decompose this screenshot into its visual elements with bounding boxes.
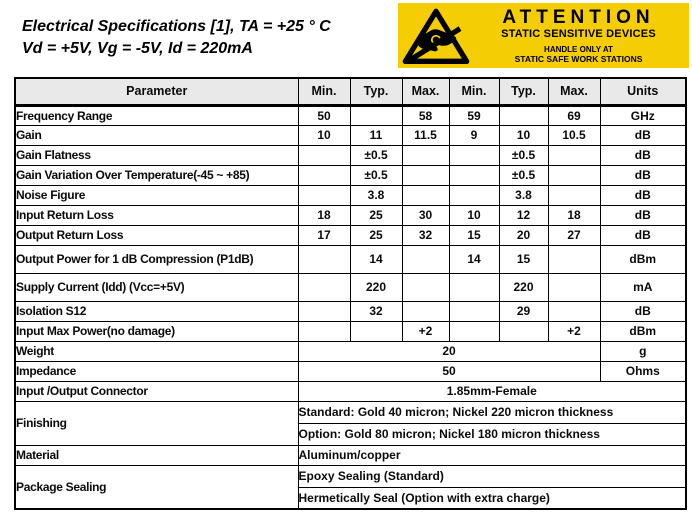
attention-handle-line: HANDLE ONLY AT (544, 44, 613, 54)
value-cell: 10.5 (548, 125, 600, 145)
param-cell: Input Max Power(no damage) (15, 321, 298, 341)
param-cell: Output Return Loss (15, 225, 298, 245)
value-cell: 11 (350, 125, 402, 145)
param-cell: Input Return Loss (15, 205, 298, 225)
value-cell (548, 165, 600, 185)
param-cell: Finishing (15, 401, 298, 445)
value-cell: 32 (350, 301, 402, 321)
value-cell: 3.8 (350, 185, 402, 205)
value-cell: Option: Gold 80 micron; Nickel 180 micron thickness (298, 423, 686, 445)
param-cell: Gain (15, 125, 298, 145)
value-cell (402, 185, 449, 205)
param-cell: Weight (15, 341, 298, 361)
column-header: Min. (298, 78, 350, 105)
value-cell (499, 105, 548, 125)
table-row (15, 125, 686, 145)
value-cell: ±0.5 (350, 165, 402, 185)
table-row (15, 361, 686, 381)
value-cell (449, 321, 499, 341)
value-cell: 29 (499, 301, 548, 321)
value-cell (449, 145, 499, 165)
table-row (15, 273, 686, 301)
value-cell (298, 145, 350, 165)
column-header: Typ. (499, 78, 548, 105)
units-cell: dB (600, 205, 686, 225)
table-row (15, 381, 686, 401)
value-cell (402, 245, 449, 273)
column-header: Units (600, 78, 686, 105)
value-cell (548, 245, 600, 273)
units-cell: dB (600, 301, 686, 321)
table-row (15, 185, 686, 205)
value-cell (298, 245, 350, 273)
value-cell: 30 (402, 205, 449, 225)
value-cell (449, 165, 499, 185)
value-cell: +2 (548, 321, 600, 341)
units-cell: dB (600, 185, 686, 205)
value-cell (548, 185, 600, 205)
value-cell: 69 (548, 105, 600, 125)
value-cell: 50 (298, 105, 350, 125)
value-cell (298, 185, 350, 205)
value-cell (298, 301, 350, 321)
value-cell: 15 (499, 245, 548, 273)
value-cell: ±0.5 (499, 145, 548, 165)
units-cell: g (600, 341, 686, 361)
value-cell (298, 273, 350, 301)
param-cell: Impedance (15, 361, 298, 381)
param-cell: Output Power for 1 dB Compression (P1dB) (15, 245, 298, 273)
table-row (15, 245, 686, 273)
table-row (15, 445, 686, 465)
value-cell: 32 (402, 225, 449, 245)
value-cell: 18 (548, 205, 600, 225)
attention-text-block (472, 8, 685, 64)
attention-subheading: STATIC SENSITIVE DEVICES (501, 27, 656, 40)
units-cell: dB (600, 225, 686, 245)
value-cell: 58 (402, 105, 449, 125)
title-line-2: Vd = +5V, Vg = -5V, Id = 220mA (22, 40, 253, 57)
value-cell: 10 (449, 205, 499, 225)
value-cell (402, 301, 449, 321)
value-cell: Epoxy Sealing (Standard) (298, 465, 686, 487)
value-cell: 50 (298, 361, 600, 381)
value-cell: ±0.5 (350, 145, 402, 165)
column-header: Max. (402, 78, 449, 105)
value-cell: 11.5 (402, 125, 449, 145)
value-cell: 220 (499, 273, 548, 301)
column-header: Parameter (15, 78, 298, 105)
value-cell (449, 301, 499, 321)
table-row (15, 465, 686, 487)
value-cell (350, 105, 402, 125)
units-cell: Ohms (600, 361, 686, 381)
value-cell: 3.8 (499, 185, 548, 205)
units-cell: dB (600, 145, 686, 165)
value-cell: 18 (298, 205, 350, 225)
value-cell: Hermetically Seal (Option with extra charge) (298, 487, 686, 509)
param-cell: Noise Figure (15, 185, 298, 205)
attention-heading: ATTENTION (502, 6, 655, 28)
value-cell (548, 145, 600, 165)
param-cell: Gain Flatness (15, 145, 298, 165)
units-cell: mA (600, 273, 686, 301)
value-cell (449, 185, 499, 205)
units-cell: dBm (600, 245, 686, 273)
table-row (15, 301, 686, 321)
table-row (15, 165, 686, 185)
value-cell: 10 (499, 125, 548, 145)
param-cell: Frequency Range (15, 105, 298, 125)
value-cell (298, 165, 350, 185)
value-cell (402, 273, 449, 301)
units-cell: dBm (600, 321, 686, 341)
value-cell: 25 (350, 225, 402, 245)
value-cell (449, 273, 499, 301)
value-cell: 27 (548, 225, 600, 245)
value-cell: 1.85mm-Female (298, 381, 686, 401)
table-header-row (15, 78, 686, 105)
table-row (15, 205, 686, 225)
esd-attention-label (398, 3, 689, 68)
value-cell: 9 (449, 125, 499, 145)
value-cell: 20 (298, 341, 600, 361)
table-row (15, 341, 686, 361)
table-row (15, 321, 686, 341)
esd-triangle-hand-icon (400, 6, 472, 66)
value-cell: +2 (402, 321, 449, 341)
param-cell: Material (15, 445, 298, 465)
value-cell: 10 (298, 125, 350, 145)
units-cell: dB (600, 125, 686, 145)
value-cell (499, 321, 548, 341)
table-row (15, 225, 686, 245)
param-cell: Supply Current (Idd) (Vcc=+5V) (15, 273, 298, 301)
value-cell: 14 (350, 245, 402, 273)
value-cell: Standard: Gold 40 micron; Nickel 220 micron thickness (298, 401, 686, 423)
value-cell: 20 (499, 225, 548, 245)
attention-stations-line: STATIC SAFE WORK STATIONS (514, 53, 643, 64)
table-row (15, 105, 686, 125)
value-cell: 17 (298, 225, 350, 245)
table-row (15, 401, 686, 423)
value-cell (548, 273, 600, 301)
value-cell: 14 (449, 245, 499, 273)
value-cell: Aluminum/copper (298, 445, 686, 465)
column-header: Max. (548, 78, 600, 105)
value-cell: 25 (350, 205, 402, 225)
units-cell: GHz (600, 105, 686, 125)
electrical-spec-table (14, 77, 687, 510)
units-cell: dB (600, 165, 686, 185)
value-cell: 15 (449, 225, 499, 245)
value-cell (402, 165, 449, 185)
value-cell: 12 (499, 205, 548, 225)
value-cell: 59 (449, 105, 499, 125)
param-cell: Gain Variation Over Temperature(-45 ~ +85) (15, 165, 298, 185)
page-title (22, 16, 331, 60)
value-cell (350, 321, 402, 341)
value-cell: 220 (350, 273, 402, 301)
param-cell: Package Sealing (15, 465, 298, 509)
table-row (15, 145, 686, 165)
title-line-1: Electrical Specifications [1], TA = +25 ° C (22, 18, 331, 35)
value-cell (548, 301, 600, 321)
value-cell (298, 321, 350, 341)
column-header: Typ. (350, 78, 402, 105)
value-cell (402, 145, 449, 165)
column-header: Min. (449, 78, 499, 105)
param-cell: Isolation S12 (15, 301, 298, 321)
param-cell: Input /Output Connector (15, 381, 298, 401)
value-cell: ±0.5 (499, 165, 548, 185)
